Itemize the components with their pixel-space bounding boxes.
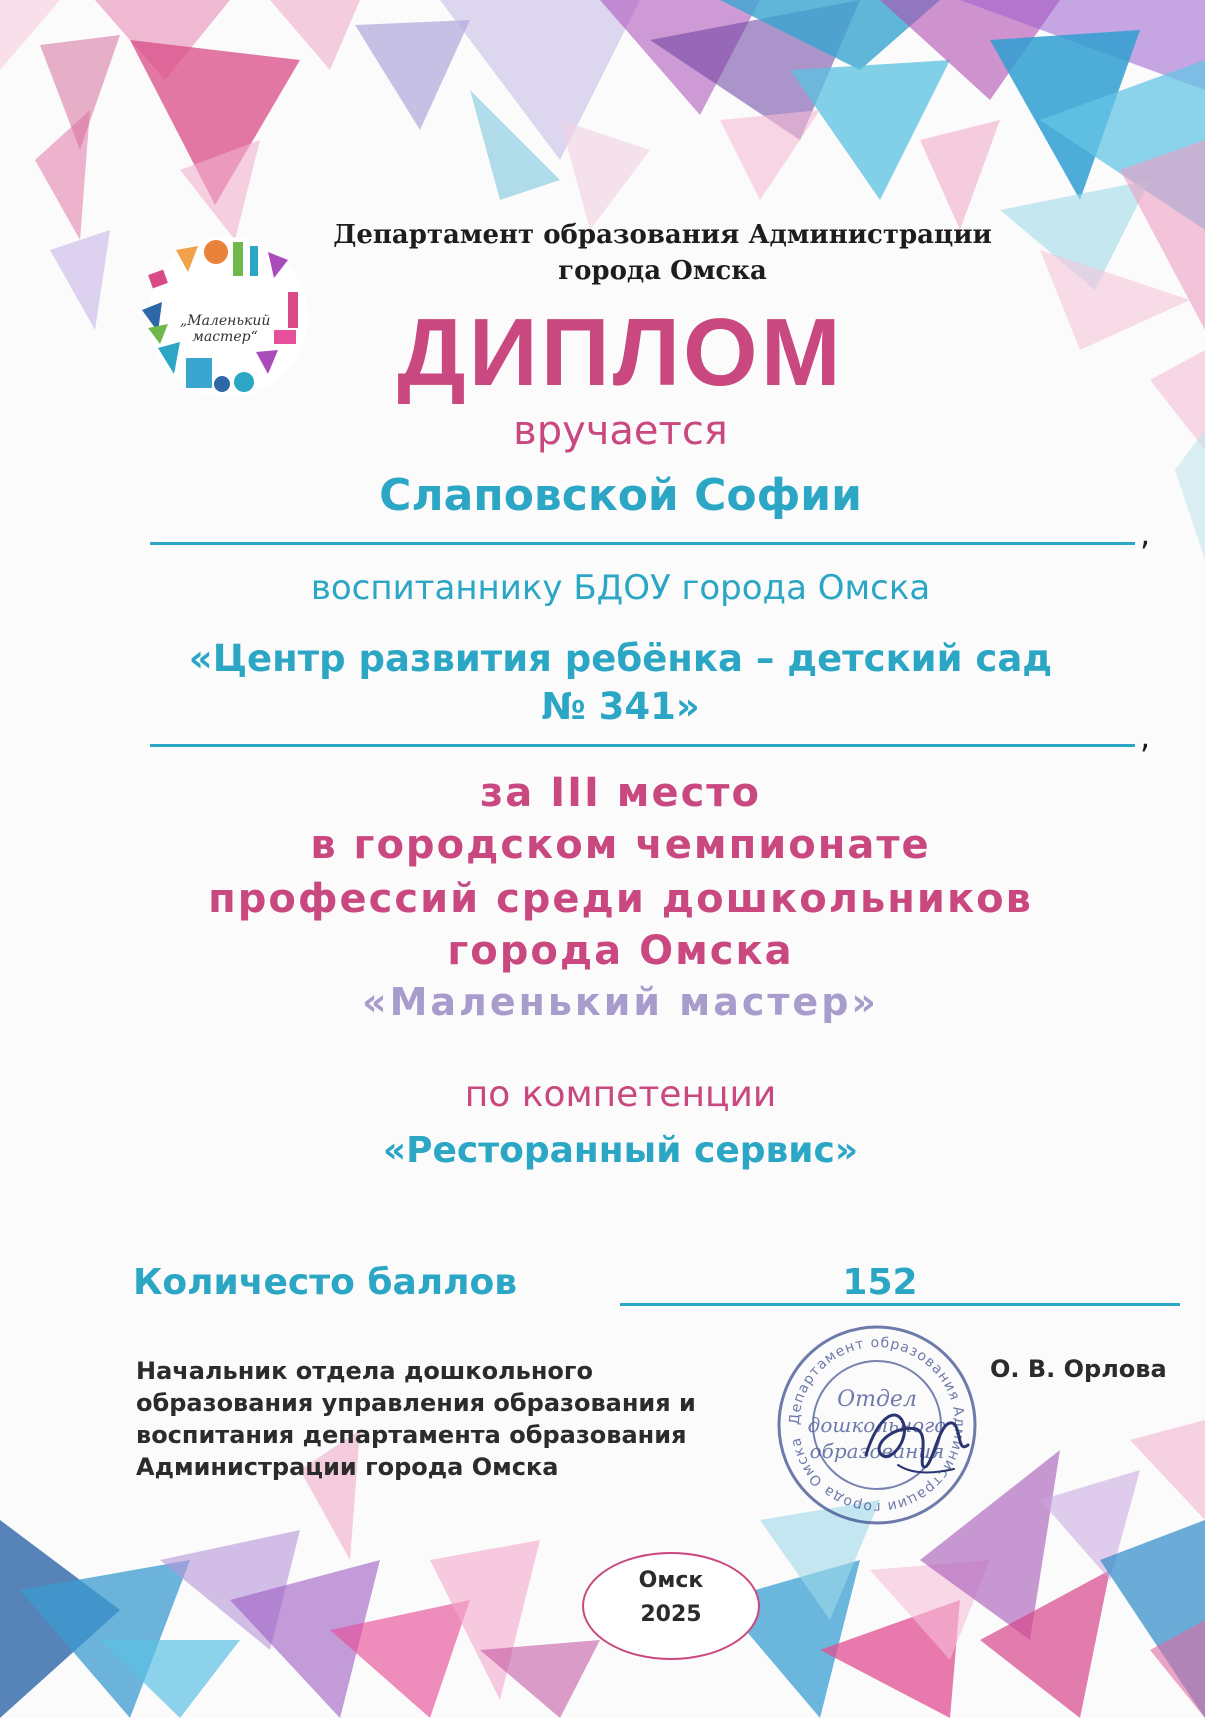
stamp-center-line1: Отдел bbox=[837, 1387, 917, 1412]
department-line2: города Омска bbox=[558, 256, 767, 286]
recipient-underline bbox=[150, 542, 1135, 545]
place-line3: профессий среди дошкольников bbox=[208, 876, 1033, 922]
pupil-of-text: воспитаннику БДОУ города Омска bbox=[310, 568, 931, 608]
institution-comma: , bbox=[1140, 718, 1151, 756]
score-label: Количесто баллов bbox=[133, 1262, 518, 1303]
place-line4: города Омска bbox=[447, 928, 794, 974]
logo-caption-line2: мастер“ bbox=[192, 329, 258, 345]
score-underline bbox=[620, 1303, 1180, 1306]
year: 2025 bbox=[640, 1602, 702, 1627]
place-line1: за III место bbox=[480, 770, 761, 816]
stamp-ring-text: Департамент образования Администрации города Омска bbox=[786, 1334, 968, 1516]
diploma-title: ДИПЛОМ bbox=[397, 299, 844, 406]
recipient-name: Слаповской Софии bbox=[379, 470, 862, 521]
signatory-title bbox=[136, 1355, 696, 1483]
institution-underline bbox=[150, 744, 1135, 747]
place-line2: в городском чемпионате bbox=[310, 822, 931, 868]
signatory-title-line2: образования управления образования и bbox=[136, 1389, 696, 1417]
department-line1: Департамент образования Администрации bbox=[333, 220, 992, 250]
competence-name: «Ресторанный сервис» bbox=[382, 1130, 859, 1171]
institution-line2: № 341» bbox=[541, 685, 700, 728]
stamp-center-line3: образования bbox=[809, 1439, 945, 1463]
institution-line1: «Центр развития ребёнка – детский сад bbox=[188, 637, 1053, 680]
handwritten-signature bbox=[858, 1395, 978, 1495]
logo-caption-line1: „Маленький bbox=[180, 313, 271, 329]
championship-name: «Маленький мастер» bbox=[362, 980, 879, 1024]
score-value: 152 bbox=[842, 1262, 918, 1303]
stamp-center-line2: дошкольного bbox=[807, 1413, 947, 1437]
signatory-title-line3: воспитания департамента образования bbox=[136, 1421, 687, 1449]
competence-label: по компетенции bbox=[464, 1074, 777, 1115]
signatory-name: О. В. Орлова bbox=[990, 1355, 1167, 1383]
city-name: Омск bbox=[638, 1568, 704, 1593]
recipient-comma: , bbox=[1140, 515, 1151, 553]
signatory-title-line1: Начальник отдела дошкольного bbox=[136, 1357, 593, 1385]
signatory-title-line4: Администрации города Омска bbox=[136, 1453, 559, 1481]
awarded-text: вручается bbox=[513, 408, 728, 454]
